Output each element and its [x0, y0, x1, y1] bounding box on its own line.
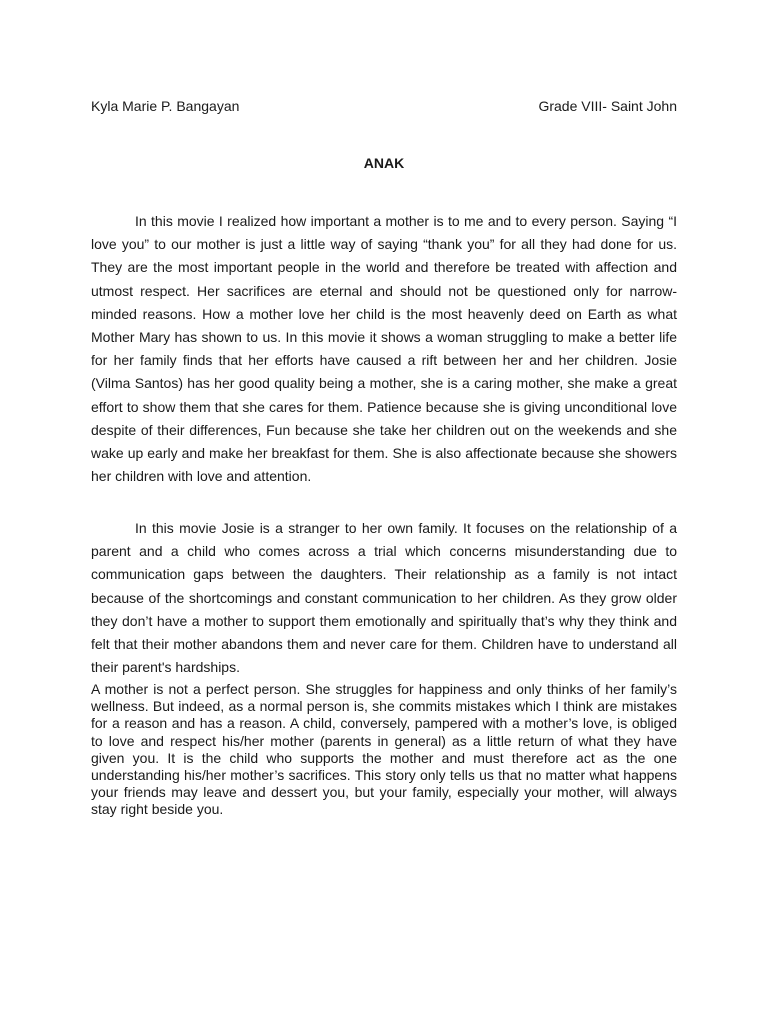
document-title: ANAK — [363, 155, 405, 171]
paragraph-2: In this movie Josie is a stranger to her own family. It focuses on the relationship of a parent and a child who comes across a trial which concerns misunderstanding due to communication gaps between the daughters. Their relationship as a family is not intact because of the shortcomings and constant communication to her children. As they grow older they don’t have a mother to support them emotionally and spiritually that’s why they think and felt that their mother abandons them and never care for them. Children have to understand all their parent's hardships. — [91, 520, 677, 676]
author-name: Kyla Marie P. Bangayan — [91, 98, 240, 114]
grade-section: Grade VIII- Saint John — [538, 98, 677, 114]
paragraph-3: A mother is not a perfect person. She struggles for happiness and only thinks of her family’s wellness. But indeed, as a normal person is, she commits mistakes which I think are mistakes for a reason and has a reason. A child, conversely, pampered with a mother’s love, is obliged to love and respect his/her mother (parents in general) as a little return of what they have given you. It is the child who supports the mother and must therefore act as the one understanding his/her mother’s sacrifices. This story only tells us that no matter what happens your friends may leave and dessert you, but your family, especially your mother, will always stay right beside you. — [91, 681, 677, 818]
document-page — [91, 0, 677, 1024]
document-header — [91, 98, 677, 118]
paragraph-1: In this movie I realized how important a mother is to me and to every person. Saying “I love you” to our mother is just a little way of saying “thank you” for all they had done for us. They are the most important people in the world and therefore be treated with affection and utmost respect. Her sacrifices are eternal and should not be questioned only for narrow-minded reasons. How a mother love her child is the most heavenly deed on Earth as what Mother Mary has shown to us. In this movie it shows a woman struggling to make a better life for her family finds that her efforts have caused a rift between her and her children. Josie (Vilma Santos) has her good quality being a mother, she is a caring mother, she make a great effort to show them that she cares for them. Patience because she is giving unconditional love despite of their differences, Fun because she take her children out on the weekends and she wake up early and make her breakfast for them. She is also affectionate because she showers her children with love and attention. — [91, 213, 677, 485]
